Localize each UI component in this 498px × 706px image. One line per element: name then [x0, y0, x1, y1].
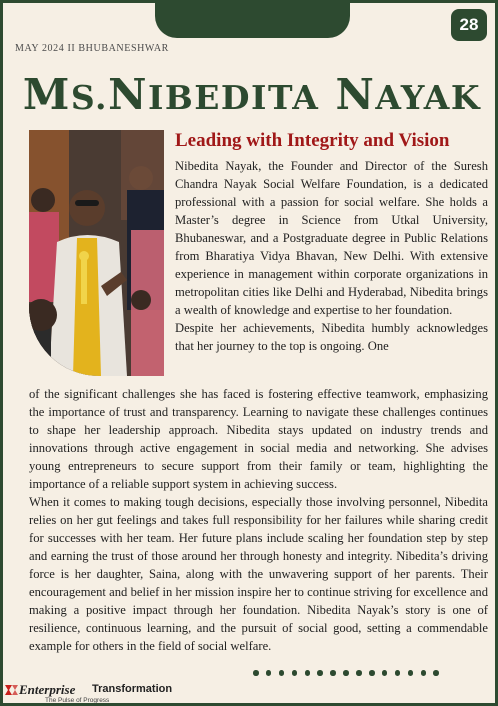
paragraph: When it comes to making tough decisions, especially those involving personnel, Nibedita relies on her gut feelings and takes full responsibility for her failures while sharing credit for successes with her team. Her future plans include scaling her foundation step by step and earning the trust of those around her through honesty and integrity. Nibedita’s driving force is her daughter, Saina, along with the unwavering support of her parents. Their encouragement and belief in her mission inspire her to continue striving for excellence and making a positive impact through her foundation. Nibedita Nayak’s story is one of resilience, continuous learning, and the pursuit of social good, setting a commendable example for others in the field of social welfare.	[29, 495, 488, 653]
full-width-text	[29, 385, 488, 655]
portrait-photo	[29, 130, 164, 376]
subtitle: Leading with Integrity and Vision	[175, 130, 450, 151]
logo-mark-icon	[5, 684, 19, 696]
title-letter: N	[335, 70, 376, 119]
title-letter: M	[22, 70, 71, 119]
title-letter: N	[108, 70, 148, 119]
dateline: MAY 2024 II BHUBANESHWAR	[15, 43, 169, 54]
paragraph: Nibedita Nayak, the Founder and Director of the Suresh Chandra Nayak Social Welfare Foundation, is a dedicated professional with a passion for social welfare. She holds a Master’s degree in Science from Utkal University, Bhubaneswar, and a Postgraduate degree in Public Relations from Bharatiya Vidya Bhavan, New Delhi. With extensive experience in management within corporate organizations in metropolitan cities like Delhi and Hyderabad, Nibedita brings a wealth of knowledge and expertise to her foundation.	[175, 159, 488, 317]
title-rest: IBEDITA	[147, 78, 320, 117]
logo-transformation: Transformation	[92, 683, 173, 695]
title-rest: S.	[70, 78, 109, 117]
paragraph: Despite her achievements, Nibedita humbly acknowledges that her journey to the top is ongoing. One	[175, 321, 488, 353]
page-number: 28	[451, 9, 487, 41]
page-title	[17, 69, 487, 124]
top-tab-decoration	[155, 0, 350, 38]
decorative-dots	[253, 670, 439, 676]
title-rest: AYAK	[375, 78, 482, 117]
publication-logo	[5, 682, 205, 706]
logo-enterprise: Enterprise	[19, 682, 76, 697]
portrait-illustration	[29, 130, 164, 376]
paragraph: of the significant challenges she has faced is fostering effective teamwork, emphasizing the importance of trust and transparency. Learning to navigate these challenges continues to shape her leadership approach. Nibedita stays updated on industry trends and innovations through active engagement in social media and networking. She advises young entrepreneurs to secure support from their family or team, highlighting the importance of a reliable support system in achieving success.	[29, 387, 488, 491]
side-column-text	[175, 157, 488, 355]
logo-tagline: The Pulse of Progress	[45, 697, 110, 704]
